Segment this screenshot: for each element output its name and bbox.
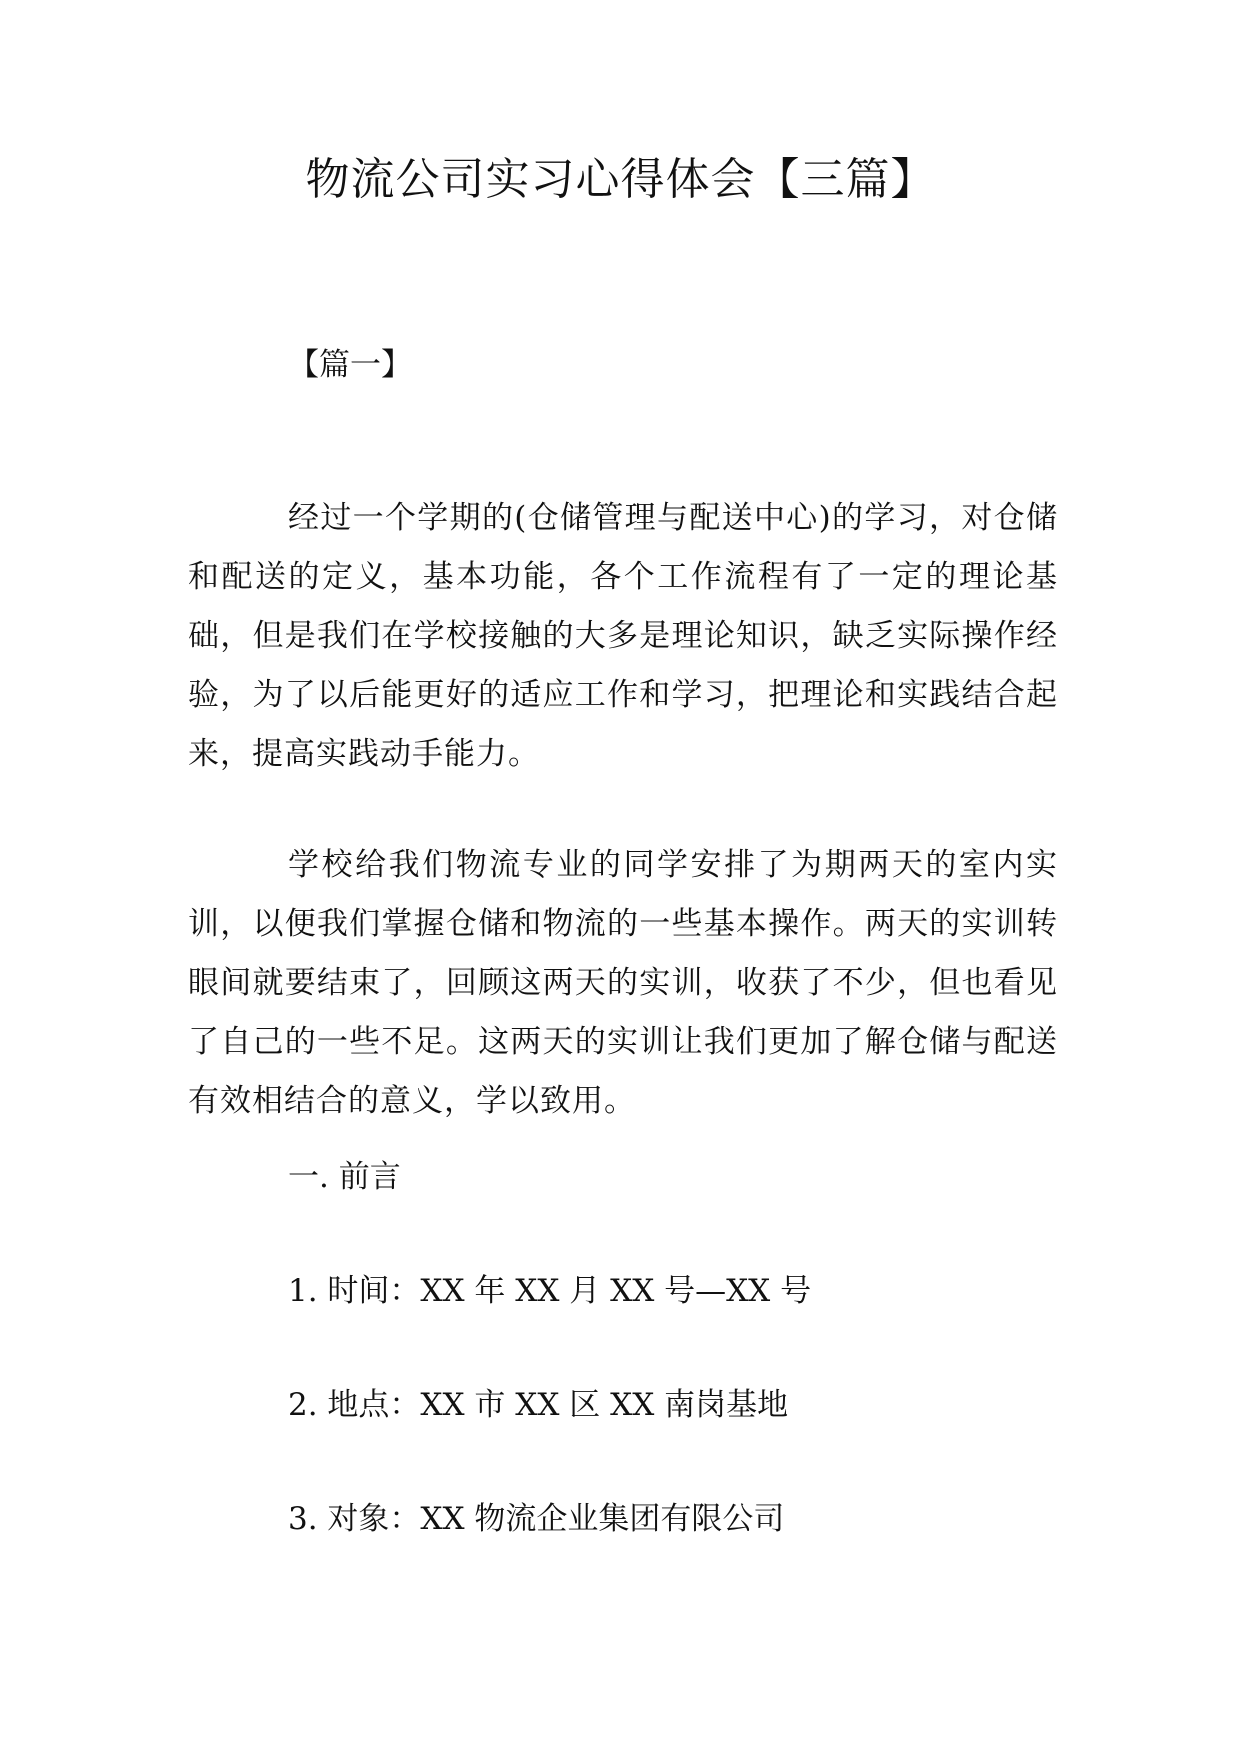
section-label: 【篇一】 (288, 347, 412, 383)
body-paragraph: 学校给我们物流专业的同学安排了为期两天的室内实训，以便我们掌握仓储和物流的一些基本操作。两天的实训转眼间就要结束了，回顾这两天的实训，收获了不少，但也看见了自己的一些不足。这两天的实训让我们更加了解仓储与配送有效相结合的意义，学以致用。 (188, 847, 1058, 1119)
list-item-target: 3. 对象：XX 物流企业集团有限公司 (288, 1501, 785, 1537)
section-heading: 一. 前言 (288, 1159, 401, 1195)
body-paragraph: 经过一个学期的(仓储管理与配送中心)的学习，对仓储和配送的定义，基本功能，各个工作流程有了一定的理论基础，但是我们在学校接触的大多是理论知识，缺乏实际操作经验，为了以后能更好的适应工作和学习，把理论和实践结合起来，提高实践动手能力。 (188, 500, 1058, 772)
document-title: 物流公司实习心得体会【三篇】 (305, 154, 936, 205)
list-item-place: 2. 地点：XX 市 XX 区 XX 南岗基地 (288, 1387, 789, 1423)
list-item-time: 1. 时间：XX 年 XX 月 XX 号—XX 号 (288, 1273, 812, 1309)
